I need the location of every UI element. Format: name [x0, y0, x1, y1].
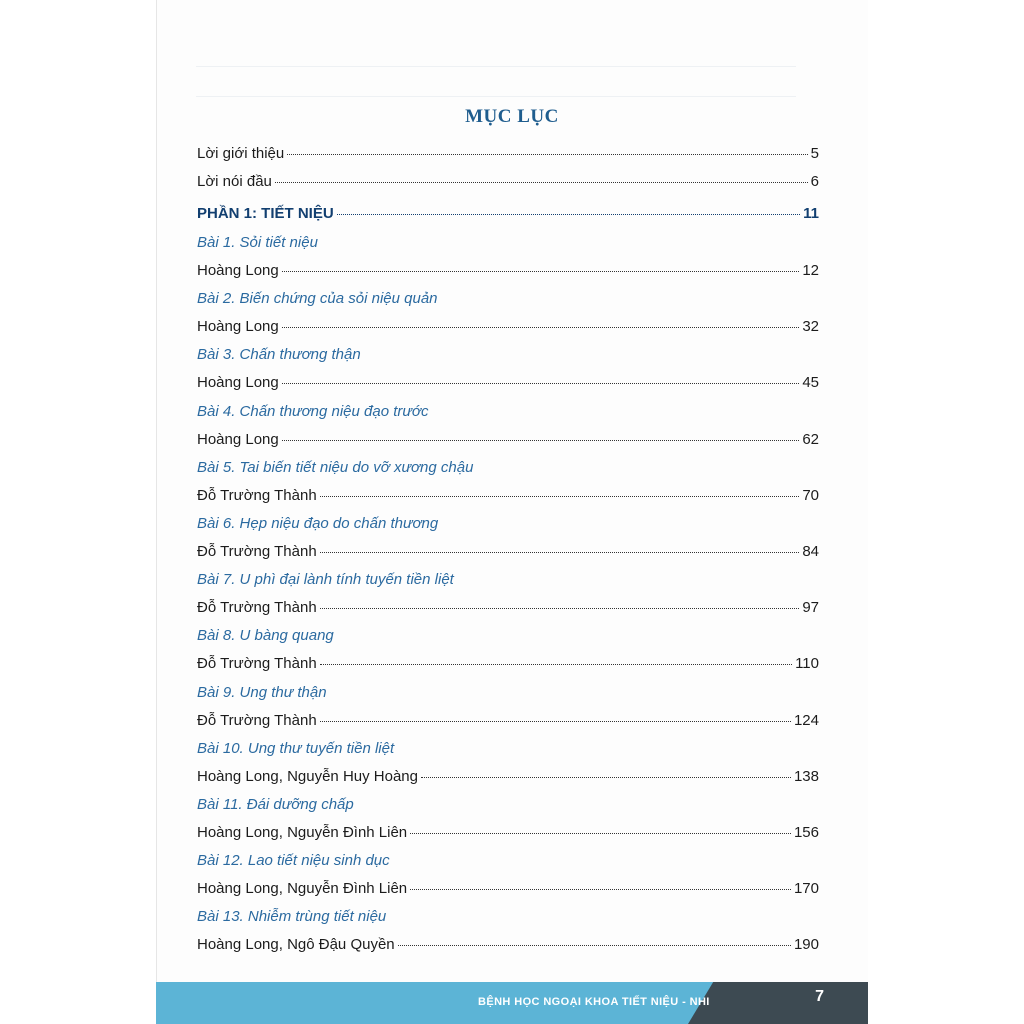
lesson-page-number: 97 [802, 599, 819, 617]
lesson-title[interactable]: Bài 1. Sỏi tiết niệu [197, 234, 318, 251]
lesson-author-row[interactable] [197, 431, 819, 453]
toc-title: MỤC LỤC [465, 106, 559, 127]
lesson-title[interactable]: Bài 2. Biến chứng của sỏi niệu quản [197, 290, 438, 308]
lesson-author-row[interactable] [197, 824, 819, 846]
lesson-page-number: 62 [802, 430, 819, 448]
lesson-title[interactable]: Bài 5. Tai biến tiết niệu do vỡ xương chậu [197, 458, 474, 476]
lesson-page-number: 170 [793, 880, 819, 898]
show-through-text [196, 60, 796, 67]
lesson-authors: Đỗ Trường Thành [197, 711, 317, 729]
lesson-authors: Hoàng Long, Nguyễn Huy Hoàng [197, 767, 418, 785]
leader-dots [320, 608, 800, 609]
lesson-authors: Đỗ Trường Thành [197, 655, 317, 673]
lesson-title[interactable]: Bài 7. U phì đại lành tính tuyến tiền liệt [197, 571, 454, 589]
lesson-authors: Đỗ Trường Thành [197, 599, 317, 617]
leader-dots [282, 327, 800, 328]
book-page [156, 0, 868, 1024]
footer-book-title: BỆNH HỌC NGOẠI KHOA TIẾT NIỆU - NHI [478, 996, 710, 1008]
page-number: 7 [815, 988, 824, 1005]
lesson-authors: Hoàng Long [197, 430, 279, 448]
lesson-authors: Hoàng Long, Ngô Đậu Quyền [197, 936, 395, 954]
lesson-authors: Hoàng Long, Nguyễn Đình Liên [197, 824, 408, 841]
toc-entry-front-matter[interactable] [197, 173, 819, 195]
lesson-title[interactable]: Bài 10. Ung thư tuyến tiền liệt [197, 739, 395, 757]
leader-dots [337, 214, 800, 215]
leader-dots [275, 182, 808, 183]
entry-label: Lời nói đầu [197, 173, 272, 190]
lesson-title[interactable]: Bài 3. Chấn thương thận [197, 346, 361, 364]
part-label: PHẦN 1: TIẾT NIỆU [197, 205, 334, 222]
lesson-page-number: 110 [795, 655, 819, 673]
lesson-author-row[interactable] [197, 487, 819, 509]
footer-page-tab [688, 982, 868, 1024]
lesson-author-row[interactable] [197, 768, 819, 790]
lesson-authors: Hoàng Long [197, 262, 279, 279]
lesson-authors: Hoàng Long [197, 318, 279, 336]
entry-page-number: 6 [810, 173, 819, 190]
lesson-page-number: 156 [793, 824, 819, 841]
lesson-page-number: 12 [802, 262, 819, 279]
leader-dots [410, 889, 791, 890]
lesson-title[interactable]: Bài 4. Chấn thương niệu đạo trước [197, 402, 429, 420]
lesson-title[interactable]: Bài 6. Hẹp niệu đạo do chấn thương [197, 515, 439, 532]
lesson-page-number: 84 [802, 543, 819, 560]
leader-dots [320, 721, 791, 722]
lesson-page-number: 45 [802, 374, 819, 392]
leader-dots [421, 777, 791, 778]
leader-dots [282, 440, 800, 441]
lesson-author-row[interactable] [197, 374, 819, 396]
lesson-page-number: 32 [802, 318, 819, 336]
part-page-number: 11 [803, 205, 819, 222]
lesson-authors: Đỗ Trường Thành [197, 543, 317, 560]
lesson-title[interactable]: Bài 8. U bàng quang [197, 627, 334, 645]
toc-entry-front-matter[interactable] [197, 145, 819, 167]
leader-dots [320, 496, 800, 497]
lesson-page-number: 190 [793, 936, 819, 954]
lesson-author-row[interactable] [197, 712, 819, 734]
lesson-author-row[interactable] [197, 880, 819, 902]
lesson-author-row[interactable] [197, 599, 819, 621]
leader-dots [398, 945, 791, 946]
entry-label: Lời giới thiệu [197, 145, 285, 162]
lesson-page-number: 138 [793, 767, 819, 785]
lesson-author-row[interactable] [197, 655, 819, 677]
toc-part-heading[interactable] [197, 205, 819, 227]
lesson-author-row[interactable] [197, 543, 819, 565]
lesson-page-number: 70 [802, 486, 819, 504]
leader-dots [410, 833, 791, 834]
leader-dots [287, 154, 807, 155]
show-through-text [196, 90, 796, 97]
leader-dots [320, 552, 800, 553]
lesson-title[interactable]: Bài 11. Đái dưỡng chấp [197, 796, 354, 813]
entry-page-number: 5 [810, 145, 819, 162]
leader-dots [282, 383, 800, 384]
lesson-author-row[interactable] [197, 262, 819, 284]
lesson-page-number: 124 [793, 711, 819, 729]
lesson-title[interactable]: Bài 13. Nhiễm trùng tiết niệu [197, 908, 387, 926]
lesson-authors: Hoàng Long [197, 374, 279, 392]
leader-dots [282, 271, 800, 272]
lesson-author-row[interactable] [197, 936, 819, 958]
leader-dots [320, 664, 792, 665]
lesson-title[interactable]: Bài 9. Ung thư thận [197, 683, 327, 701]
lesson-title[interactable]: Bài 12. Lao tiết niệu sinh dục [197, 852, 390, 870]
lesson-authors: Hoàng Long, Nguyễn Đình Liên [197, 880, 408, 898]
lesson-author-row[interactable] [197, 318, 819, 340]
lesson-authors: Đỗ Trường Thành [197, 486, 317, 504]
